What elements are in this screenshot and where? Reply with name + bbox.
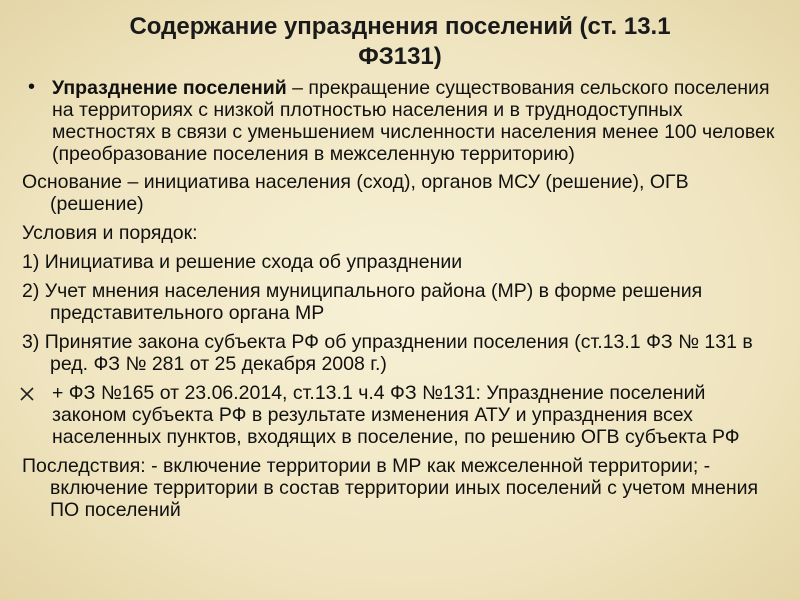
amendment-text: + ФЗ №165 от 23.06.2014, ст.13.1 ч.4 ФЗ №131: Упразднение поселений законом субъекта РФ в результате изменения АТУ и упразднения всех населенных пунктов, входящих в поселение, по решению ОГВ субъекта РФ (52, 382, 740, 448)
amendment-item (22, 382, 782, 448)
slide-title (60, 12, 740, 72)
title-line-2: ФЗ131) (358, 43, 442, 70)
title-line-1: Содержание упразднения поселений (ст. 13.1 (129, 13, 671, 40)
slide-content (22, 77, 782, 528)
bullet-icon: • (28, 76, 36, 98)
definition-bullet (22, 77, 782, 165)
condition-item-3: 3) Принятие закона субъекта РФ об упразднении поселения (ст.13.1 ФЗ № 131 в ред. ФЗ № 281 от 25 декабря 2008 г.) (22, 331, 753, 375)
basis-paragraph: Основание – инициатива населения (сход), органов МСУ (решение), ОГВ (решение) (22, 171, 689, 215)
condition-item-1: 1) Инициатива и решение схода об упразднении (22, 251, 463, 273)
conditions-heading: Условия и порядок: (22, 222, 198, 244)
consequences-paragraph: Последствия: - включение территории в МР как межселенной территории; - включение территории в состав территории иных поселений с учетом мнения ПО поселений (22, 455, 759, 521)
condition-item-2: 2) Учет мнения населения муниципального района (МР) в форме решения представительного органа МР (22, 280, 703, 324)
definition-text: – прекращение существования сельского поселения на территориях с низкой плотностью населения и в труднодоступных местностях в связи с уменьшением численности населения менее 100 человек (преобразование поселения в межселенную территорию) (52, 77, 775, 165)
cross-icon (18, 385, 36, 403)
definition-term: Упразднение поселений (52, 77, 287, 99)
